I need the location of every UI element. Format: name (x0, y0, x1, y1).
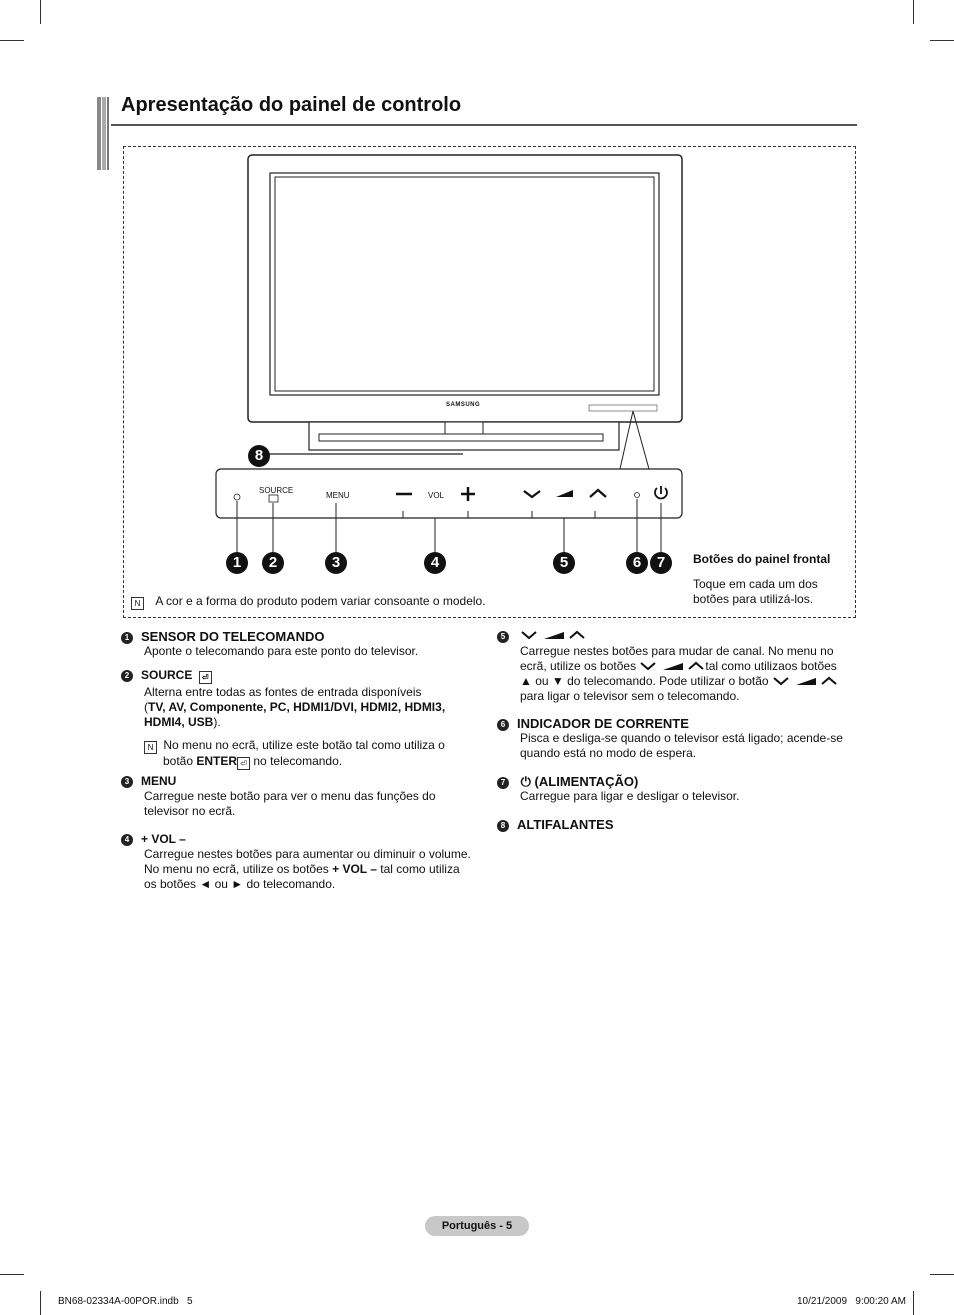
section-power-indicator: 6 INDICADOR DE CORRENTE Pisca e desliga-se quando o televisor está ligado; acende-se quando está no modo de espera. (497, 716, 857, 761)
section-channel: 5 Carregue nestes botões para mudar de canal. No menu no ecrã, utilize os botões tal como utilizaos botões ▲ ou ▼ do telecomando. Pode utilizar o botão para ligar o televisor sem o telecomando. (497, 629, 857, 704)
panel-vol-label: VOL (428, 491, 445, 500)
tv-illustration (123, 146, 856, 618)
channel-buttons-icon (639, 660, 705, 672)
panel-source-label: SOURCE (259, 486, 294, 495)
title-rule (111, 124, 857, 126)
channel-buttons-icon (520, 629, 586, 641)
callout-number: 7 (650, 552, 672, 574)
note-icon: N (144, 741, 157, 754)
section-speakers: 8 ALTIFALANTES (497, 817, 857, 832)
source-icon: ⏎ (199, 671, 212, 684)
crop-mark (40, 0, 41, 24)
page-title: Apresentação do painel de controlo (121, 94, 462, 116)
callout-number: 1 (226, 552, 248, 574)
power-icon: ⏻ (520, 774, 531, 789)
crop-mark (913, 0, 914, 24)
front-panel-desc: Toque em cada um dos botões para utilizá-los. (693, 577, 818, 606)
callout-number: 5 (553, 552, 575, 574)
callout-number: 3 (325, 552, 347, 574)
crop-mark (930, 1274, 954, 1275)
crop-mark (930, 40, 954, 41)
crop-mark (0, 40, 24, 41)
figure-note: N A cor e a forma do produto podem variar consoante o modelo. (131, 594, 486, 610)
section-power: 7 ⏻ (ALIMENTAÇÃO) Carregue para ligar e desligar o televisor. (497, 774, 857, 804)
section-source: 2 SOURCE ⏎ Alterna entre todas as fontes de entrada disponíveis (TV, AV, Componente, PC, HDMI1/DVI, HDMI2, HDMI3, HDMI4, USB). N No menu no ecrã, utilize este botão tal como utiliza o botão ENTER ⏎ no telecomando. (121, 668, 491, 770)
channel-buttons-icon (772, 675, 838, 687)
tv-brand: SAMSUNG (446, 402, 481, 408)
section-menu: 3 MENU Carregue neste botão para ver o menu das funções do televisor no ecrã. (121, 774, 481, 819)
front-panel-title: Botões do painel frontal (693, 552, 831, 566)
callout-number: 8 (248, 445, 270, 467)
crop-mark (913, 1291, 914, 1315)
callout-number: 4 (424, 552, 446, 574)
callout-number: 6 (626, 552, 648, 574)
crop-mark (0, 1274, 24, 1275)
panel-menu-label: MENU (326, 491, 350, 500)
callout-number: 2 (262, 552, 284, 574)
section-volume: 4 + VOL – Carregue nestes botões para aumentar ou diminuir o volume. No menu no ecrã, utilize os botões + VOL – tal como utiliza os botões ◄ ou ► do telecomando. (121, 832, 491, 892)
crop-mark (40, 1291, 41, 1315)
page-number: Português - 5 (425, 1216, 529, 1236)
date-info: 10/21/2009 9:00:20 AM (797, 1296, 906, 1307)
enter-icon: ⏎ (237, 757, 250, 770)
note-icon: N (131, 597, 144, 610)
section-sensor: 1 SENSOR DO TELECOMANDO Aponte o telecomando para este ponto do televisor. (121, 629, 481, 659)
file-info: BN68-02334A-00POR.indb 5 (58, 1296, 193, 1307)
